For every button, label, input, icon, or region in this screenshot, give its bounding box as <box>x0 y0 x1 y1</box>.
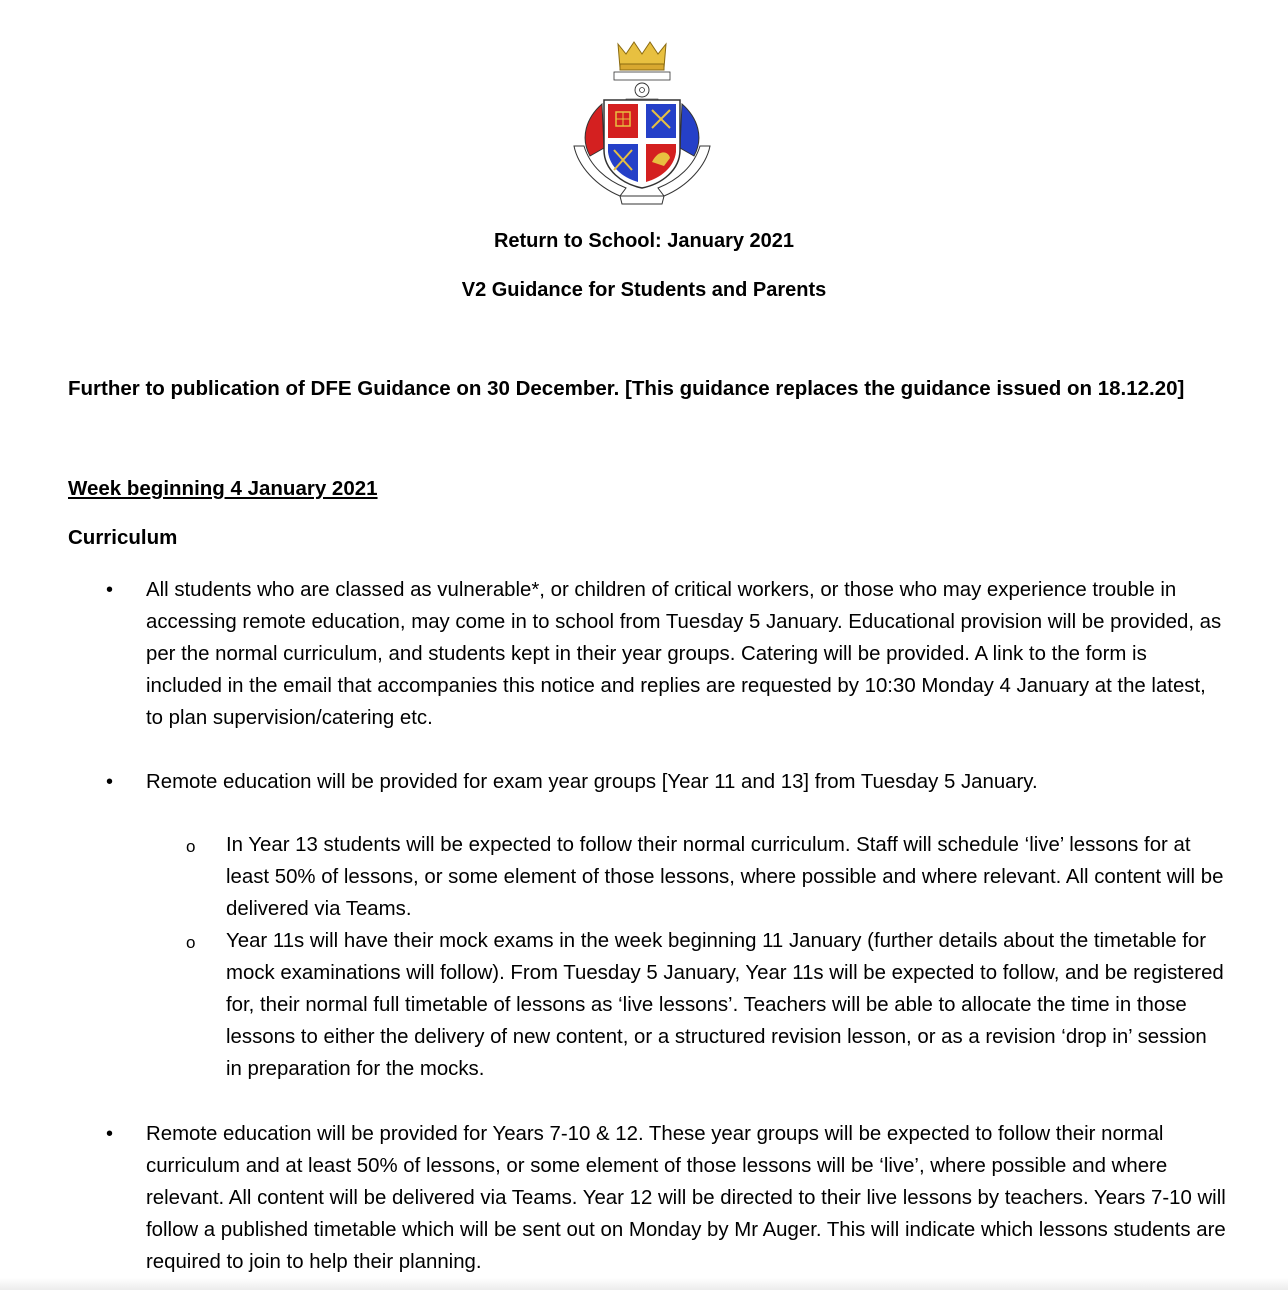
sub-list-item: In Year 13 students will be expected to follow their normal curriculum. Staff will schedule ‘live’ lessons for at least 50% of lessons, or some element of those lessons, where possible and where relevant. All content will be delivered via Teams. <box>226 834 1224 920</box>
list-item: Remote education will be provided for exam year groups [Year 11 and 13] from Tuesday 5 January. <box>146 771 1038 793</box>
school-crest-logo <box>566 38 718 210</box>
document-title: Return to School: January 2021 <box>493 230 795 252</box>
intro-paragraph: Further to publication of DFE Guidance on 30 December. [This guidance replaces the guidance issued on 18.12.20] <box>68 377 1185 400</box>
sub-bullet-marker: o <box>186 933 196 952</box>
sub-list-item: Year 11s will have their mock exams in the week beginning 11 January (further details about the timetable for mock examinations will follow). From Tuesday 5 January, Year 11s will be expected to follow, and be registered for, their normal full timetable of lessons as ‘live lessons’. Teachers will be able to allocate the time in those lessons to either the delivery of new content, or a structured revision lesson, or as a revision ‘drop in’ session in preparation for the mocks. <box>226 930 1224 1080</box>
section-heading-curriculum: Curriculum <box>68 526 178 549</box>
bullet-marker: • <box>106 579 114 601</box>
page-bottom-edge <box>0 1278 1288 1290</box>
list-item: All students who are classed as vulnerable*, or children of critical workers, or those who may experience trouble in accessing remote education, may come in to school from Tuesday 5 January. Educational provision will be provided, as per the normal curriculum, and students kept in their year groups. Catering will be provided. A link to the form is included in the email that accompanies this notice and replies are requested by 10:30 Monday 4 January at the latest, to plan supervision/catering etc. <box>146 579 1222 729</box>
bullet-marker: • <box>106 1123 114 1145</box>
list-item: Remote education will be provided for Years 7-10 & 12. These year groups will be expected to follow their normal curriculum and at least 50% of lessons, or some element of those lessons will be ‘live’, where possible and where relevant. All content will be delivered via Teams. Year 12 will be directed to their live lessons by teachers. Years 7-10 will follow a published timetable which will be sent out on Monday by Mr Auger. This will indicate which lessons students are required to join to help their planning. <box>146 1123 1226 1273</box>
sub-bullet-marker: o <box>186 837 196 856</box>
week-heading: Week beginning 4 January 2021 <box>68 477 378 500</box>
crest-icon <box>566 38 718 210</box>
document-subtitle: V2 Guidance for Students and Parents <box>461 279 827 301</box>
bullet-marker: • <box>106 771 114 793</box>
